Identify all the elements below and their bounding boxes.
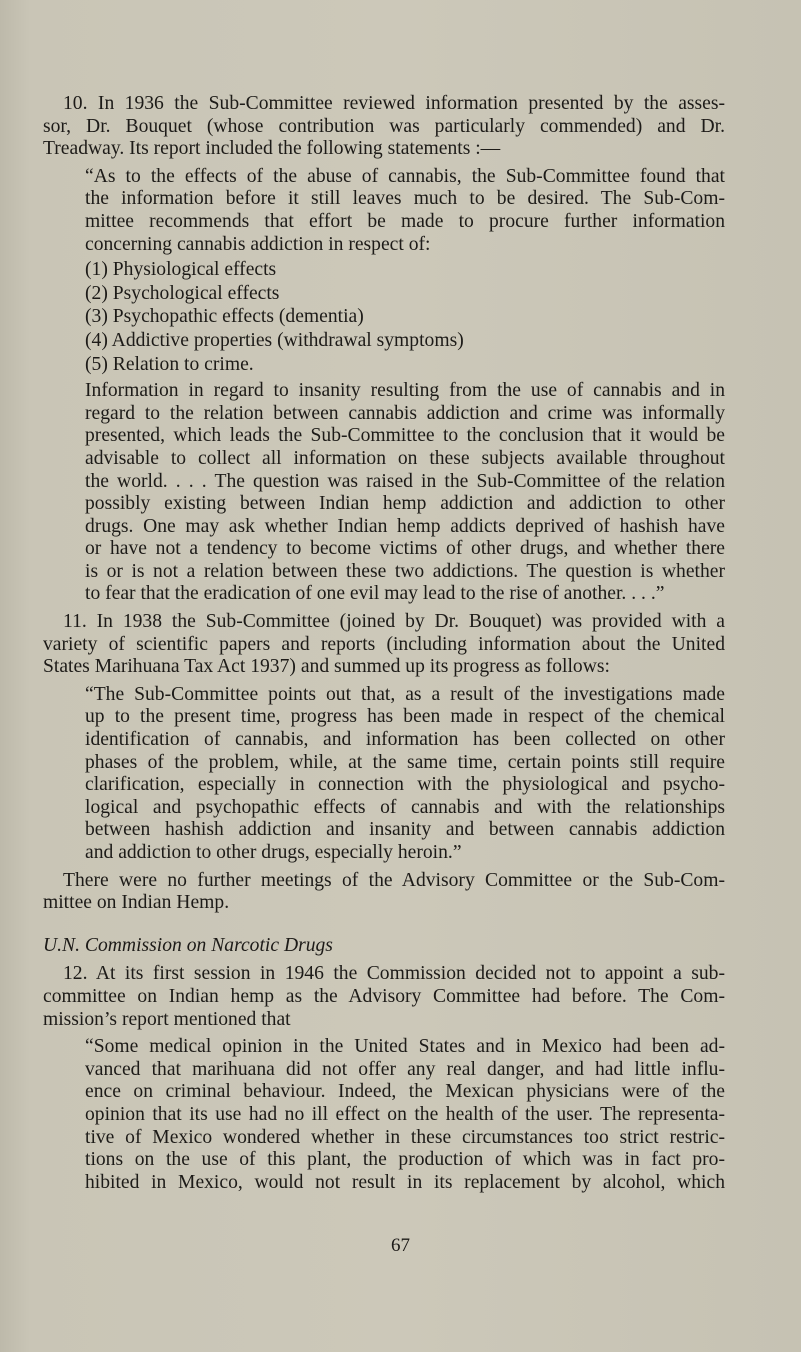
text-line: advisable to collect all information on these subjects available throughout bbox=[85, 447, 725, 469]
text-line: 11. In 1938 the Sub-Committee (joined by Dr. Bouquet) was provided with a bbox=[63, 611, 725, 633]
text-line: drugs. One may ask whether Indian hemp addicts deprived of hashish have bbox=[85, 515, 725, 537]
text-line: “The Sub-Committee points out that, as a result of the investigations made bbox=[85, 683, 725, 705]
text-line: 12. At its first session in 1946 the Commission decided not to appoint a sub- bbox=[63, 963, 725, 985]
text-line: presented, which leads the Sub-Committee to the conclusion that it would be bbox=[85, 425, 725, 447]
list-item: (5) Relation to crime. bbox=[85, 353, 254, 375]
text-line: is or is not a relation between these two addictions. The question is whether bbox=[85, 560, 725, 582]
list-item: (4) Addictive properties (withdrawal symptoms) bbox=[85, 329, 464, 351]
text-line: There were no further meetings of the Advisory Committee or the Sub-Com- bbox=[63, 869, 725, 891]
text-line: mission’s report mentioned that bbox=[43, 1008, 291, 1030]
text-line: logical and psychopathic effects of cannabis and with the relationships bbox=[85, 796, 725, 818]
list-item: (2) Psychological effects bbox=[85, 282, 280, 304]
text-line: variety of scientific papers and reports (including information about the United bbox=[43, 633, 725, 655]
text-line: mittee on Indian Hemp. bbox=[43, 892, 230, 914]
text-line: Information in regard to insanity resulting from the use of cannabis and in bbox=[85, 380, 725, 402]
paragraph bbox=[43, 93, 725, 161]
paragraph bbox=[43, 870, 725, 915]
text-line: ence on criminal behaviour. Indeed, the Mexican physicians were of the bbox=[85, 1081, 725, 1103]
text-line: opinion that its use had no ill effect on the health of the user. The representa- bbox=[85, 1103, 725, 1125]
text-line: and addiction to other drugs, especially heroin.” bbox=[85, 842, 462, 863]
text-line: mittee recommends that effort be made to procure further information bbox=[85, 210, 725, 232]
text-line: possibly existing between Indian hemp addiction and addiction to other bbox=[85, 493, 725, 515]
text-line: identification of cannabis, and information has been collected on other bbox=[85, 729, 725, 751]
text-line: hibited in Mexico, would not result in its replacement by alcohol, which bbox=[85, 1171, 725, 1193]
text-line: up to the present time, progress has been made in respect of the chemical bbox=[85, 706, 725, 728]
text-line: “As to the effects of the abuse of cannabis, the Sub-Committee found that bbox=[85, 165, 725, 187]
block-quote bbox=[43, 380, 725, 606]
text-line: sor, Dr. Bouquet (whose contribution was particularly commended) and Dr. bbox=[43, 115, 725, 137]
list-item: (1) Physiological effects bbox=[85, 259, 277, 281]
page-number: 67 bbox=[391, 1235, 410, 1256]
paragraph bbox=[43, 611, 725, 679]
text-line: phases of the problem, while, at the same time, certain points still require bbox=[85, 751, 725, 773]
list-item: (3) Psychopathic effects (dementia) bbox=[85, 306, 364, 328]
block-quote bbox=[43, 166, 725, 256]
numbered-list bbox=[43, 259, 725, 377]
text-line: concerning cannabis addiction in respect of: bbox=[85, 233, 431, 255]
text-line: regard to the relation between cannabis addiction and crime was informally bbox=[85, 402, 725, 424]
block-quote bbox=[43, 684, 725, 865]
text-line: the information before it still leaves much to be desired. The Sub-Com- bbox=[85, 188, 725, 210]
text-line: vanced that marihuana did not offer any real danger, and had little influ- bbox=[85, 1058, 725, 1080]
text-line: clarification, especially in connection with the physiological and psycho- bbox=[85, 774, 725, 796]
text-line: or have not a tendency to become victims of other drugs, and whether there bbox=[85, 538, 725, 560]
text-line: tive of Mexico wondered whether in these circumstances too strict restric- bbox=[85, 1126, 725, 1148]
text-line: States Marihuana Tax Act 1937) and summed up its progress as follows: bbox=[43, 656, 610, 678]
text-line: “Some medical opinion in the United States and in Mexico had been ad- bbox=[85, 1036, 725, 1058]
text-line: the world. . . . The question was raised in the Sub-Committee of the relation bbox=[85, 470, 725, 492]
text-line: between hashish addiction and insanity and between cannabis addiction bbox=[85, 819, 725, 841]
text-line: to fear that the eradication of one evil may lead to the rise of another. . . .” bbox=[85, 583, 665, 605]
document-body bbox=[43, 93, 725, 1194]
text-line: 10. In 1936 the Sub-Committee reviewed information presented by the asses- bbox=[63, 93, 725, 114]
text-line: U.N. Commission on Narcotic Drugs bbox=[43, 934, 333, 956]
paragraph bbox=[43, 963, 725, 1031]
block-quote bbox=[43, 1036, 725, 1194]
section-heading bbox=[43, 935, 725, 958]
text-line: tions on the use of this plant, the production of which was in fact pro- bbox=[85, 1149, 725, 1171]
text-line: committee on Indian hemp as the Advisory Committee had before. The Com- bbox=[43, 985, 725, 1007]
text-line: Treadway. Its report included the following statements :— bbox=[43, 138, 501, 160]
